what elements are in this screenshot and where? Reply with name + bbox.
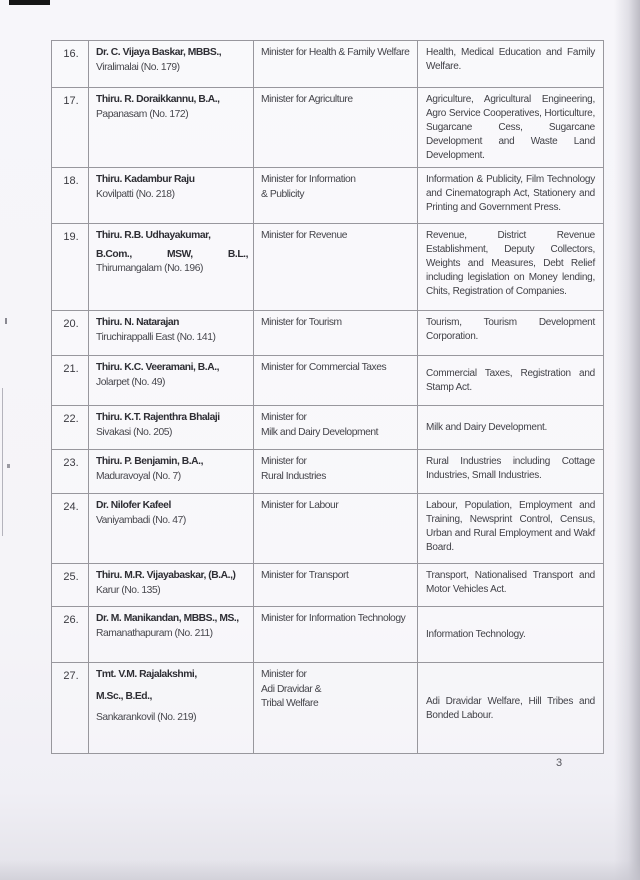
name-line: Thiru. M.R. Vijayabaskar, (B.A.,) [96,570,236,581]
subjects-cell [418,450,603,493]
portfolio-line: Rural Industries [261,470,326,482]
minister-name-cell [89,311,254,355]
portfolio-cell [254,88,418,167]
portfolio-line: Milk and Dairy Development [261,426,379,438]
portfolio-cell [254,41,418,87]
subjects-cell [418,311,603,355]
name-word: MSW, [167,248,193,260]
name-line: Thiru. R. Doraikkannu, B.A., [96,94,220,105]
subjects-cell [418,494,603,563]
minister-name-cell [89,607,254,662]
name-line: Thiru. K.T. Rajenthra Bhalaji [96,412,220,423]
table-row [52,564,603,607]
subjects-text: Tourism, Tourism Development Corporation. [426,317,595,342]
portfolio-line: Minister for Information Technology [261,613,406,624]
name-line: Vaniyambadi (No. 47) [96,514,186,526]
row-number: 27. [52,663,89,753]
scan-artifact-speck [7,464,10,468]
portfolio-line: Minister for Commercial Taxes [261,362,387,373]
minister-name-cell [89,663,254,753]
name-line: Thiru. P. Benjamin, B.A., [96,456,203,467]
subjects-text: Information & Publicity, Film Technology and Cinematograph Act, Stationery and Printing and Government Press. [426,174,595,213]
name-line: Tiruchirappalli East (No. 141) [96,331,216,343]
name-line: Dr. M. Manikandan, MBBS., MS., [96,613,239,624]
name-word: B.Com., [96,248,132,260]
subjects-text: Health, Medical Education and Family Welfare. [426,47,595,72]
portfolio-cell [254,450,418,493]
name-line: Tmt. V.M. Rajalakshmi, [96,669,197,680]
row-number: 18. [52,168,89,223]
subjects-text: Milk and Dairy Development. [426,422,548,433]
name-line: Papanasam (No. 172) [96,108,189,120]
name-line: Maduravoyal (No. 7) [96,470,181,482]
minister-name-cell [89,356,254,405]
portfolio-line: & Publicity [261,188,305,200]
row-number: 20. [52,311,89,355]
minister-name-cell [89,168,254,223]
portfolio-cell [254,311,418,355]
portfolio-cell [254,663,418,753]
portfolio-cell [254,406,418,449]
minister-name-cell [89,450,254,493]
subjects-text: Agriculture, Agricultural Engineering, Agro Service Cooperatives, Horticulture, Sugarcane Cess, Sugarcane Development and Waste Land Development. [426,94,595,161]
table-row [52,41,603,88]
name-line: Kovilpatti (No. 218) [96,188,175,200]
row-number: 16. [52,41,89,87]
ministers-table [51,40,604,754]
name-line [96,248,248,263]
table-row [52,607,603,663]
table-row [52,494,603,564]
page-edge-shadow-bottom [0,860,640,880]
portfolio-line: Minister for [261,456,307,467]
subjects-cell [418,663,603,753]
minister-name-cell [89,224,254,310]
portfolio-line: Minister for Tourism [261,317,342,328]
row-number: 26. [52,607,89,662]
minister-name-cell [89,494,254,563]
row-number: 25. [52,564,89,606]
name-line: Thirumangalam (No. 196) [96,263,203,274]
subjects-text: Information Technology. [426,629,526,640]
portfolio-cell [254,356,418,405]
portfolio-line: Tribal Welfare [261,698,319,709]
table-row [52,311,603,356]
portfolio-cell [254,564,418,606]
portfolio-cell [254,494,418,563]
subjects-cell [418,406,603,449]
portfolio-cell [254,168,418,223]
name-line: Thiru. R.B. Udhayakumar, [96,230,211,241]
scan-artifact-top-mark [9,0,50,5]
subjects-cell [418,564,603,606]
name-line: Sankarankovil (No. 219) [96,712,197,723]
name-line: Thiru. K.C. Veeramani, B.A., [96,362,220,373]
minister-name-cell [89,41,254,87]
subjects-text: Adi Dravidar Welfare, Hill Tribes and Bonded Labour. [426,695,595,721]
table-row [52,663,603,753]
subjects-cell [418,607,603,662]
subjects-cell [418,224,603,310]
scan-artifact-left-line [2,388,3,536]
name-line: Viralimalai (No. 179) [96,61,180,73]
subjects-text: Labour, Population, Employment and Training, Newsprint Control, Census, Urban and Rural Employment and Wakf Board. [426,500,595,553]
row-number: 19. [52,224,89,310]
table-row [52,168,603,224]
portfolio-cell [254,607,418,662]
subjects-text: Revenue, District Revenue Establishment, Deputy Collectors, Weights and Measures, Debt Relief including legislation on Money lending, Chits, Registration of Companies. [426,230,595,297]
name-line: Sivakasi (No. 205) [96,426,173,438]
row-number: 21. [52,356,89,405]
portfolio-line: Minister for Revenue [261,230,347,241]
portfolio-line: Minister for Labour [261,500,339,511]
portfolio-line: Minister for Information [261,174,356,185]
subjects-cell [418,168,603,223]
row-number: 22. [52,406,89,449]
name-line: Thiru. N. Natarajan [96,317,179,328]
subjects-text: Rural Industries including Cottage Industries, Small Industries. [426,456,595,481]
minister-name-cell [89,88,254,167]
table-row [52,356,603,406]
row-number: 23. [52,450,89,493]
scan-artifact-speck [5,318,7,324]
portfolio-line: Minister for Transport [261,570,349,581]
portfolio-line: Minister for Agriculture [261,94,353,105]
minister-name-cell [89,564,254,606]
table-row [52,406,603,450]
subjects-cell [418,356,603,405]
name-line: Jolarpet (No. 49) [96,376,166,388]
name-line: Thiru. Kadambur Raju [96,174,195,185]
name-line: Dr. Nilofer Kafeel [96,500,171,511]
portfolio-cell [254,224,418,310]
table-row [52,450,603,494]
portfolio-line: Minister for [261,669,307,680]
subjects-cell [418,41,603,87]
minister-name-cell [89,406,254,449]
row-number: 17. [52,88,89,167]
table-row [52,224,603,311]
portfolio-line: Adi Dravidar & [261,683,322,695]
page-number: 3 [556,757,563,769]
portfolio-line: Minister for [261,412,307,423]
subjects-text: Transport, Nationalised Transport and Motor Vehicles Act. [426,570,595,595]
portfolio-line: Minister for Health & Family Welfare [261,47,410,58]
name-word: B.L., [227,248,248,260]
subjects-text: Commercial Taxes, Registration and Stamp Act. [426,368,595,393]
name-line: M.Sc., B.Ed., [96,690,152,702]
name-line: Dr. C. Vijaya Baskar, MBBS., [96,47,222,58]
subjects-cell [418,88,603,167]
row-number: 24. [52,494,89,563]
page-edge-shadow-right [614,0,640,880]
table-row [52,88,603,168]
name-line: Ramanathapuram (No. 211) [96,627,213,639]
name-line: Karur (No. 135) [96,584,161,596]
